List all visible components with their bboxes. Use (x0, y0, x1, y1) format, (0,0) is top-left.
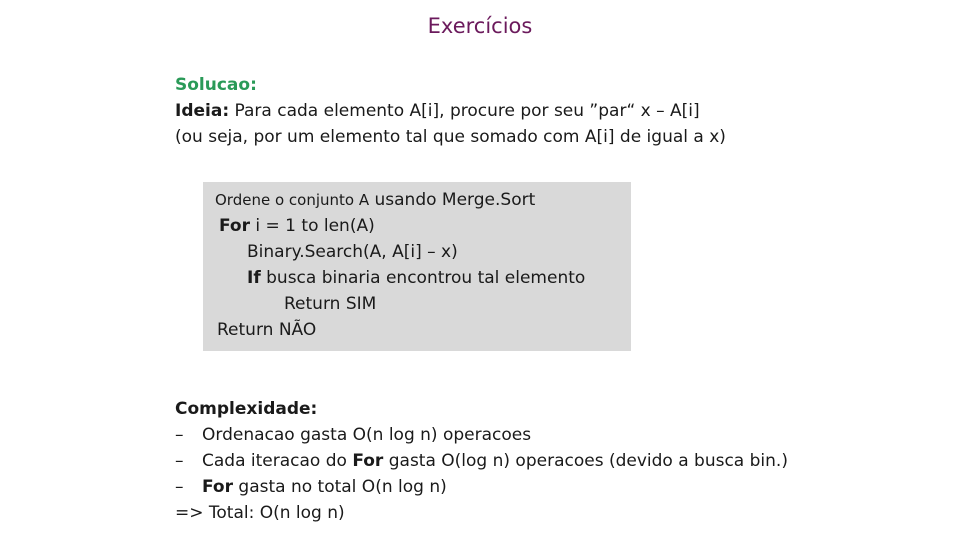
code-for-rest: i = 1 to len(A) (250, 216, 375, 236)
code-if-rest: busca binaria encontrou tal elemento (260, 268, 586, 288)
idea-label: Ideia: (175, 101, 230, 121)
idea-text: Para cada elemento A[i], procure por seu ”par“ x – A[i] (229, 101, 700, 121)
code-for-keyword: For (219, 216, 250, 236)
code-line-return-sim: Return SIM (284, 294, 377, 314)
idea-line-2: (ou seja, por um elemento tal que somado com A[i] de igual a x) (175, 127, 726, 147)
complexity-heading: Complexidade: (175, 399, 318, 419)
idea-line (175, 98, 726, 124)
pseudocode-box (203, 182, 631, 351)
complexity-total: => Total: O(n log n) (175, 503, 345, 523)
solution-heading: Solucao: (175, 75, 257, 95)
complexity-section (175, 396, 788, 526)
complexity-item: – Cada iteracao do For gasta O(log n) operacoes (devido a busca bin.) (175, 451, 788, 471)
code-sort-small: Ordene o conjunto A (215, 191, 370, 209)
code-line-return-nao: Return NÃO (217, 320, 317, 340)
complexity-item: – For gasta no total O(n log n) (175, 477, 447, 497)
code-line-binary-search: Binary.Search(A, A[i] – x) (247, 242, 458, 262)
complexity-item: – Ordenacao gasta O(n log n) operacoes (175, 425, 532, 445)
solution-section (175, 72, 726, 150)
code-line-for (219, 213, 375, 239)
code-if-keyword: If (247, 268, 261, 288)
slide-title: Exercícios (427, 14, 533, 38)
code-line-if (247, 265, 585, 291)
code-sort-rest: usando Merge.Sort (369, 190, 536, 210)
code-line-sort (215, 187, 535, 213)
